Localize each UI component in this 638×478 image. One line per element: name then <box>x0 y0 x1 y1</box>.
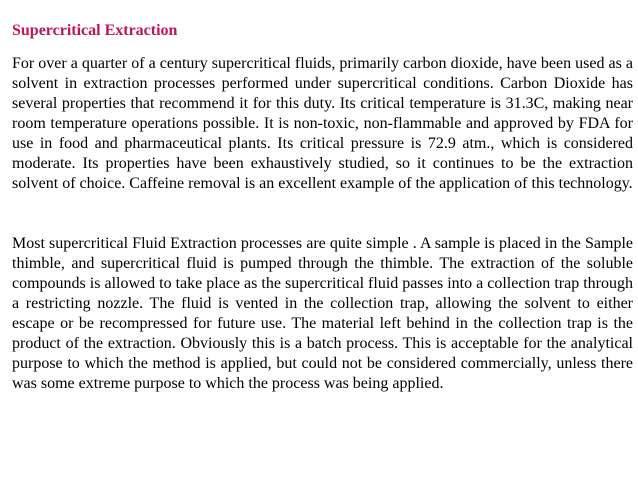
paragraph-intro: For over a quarter of a century supercritical fluids, primarily carbon dioxide, have been used as a solvent in extraction processes performed under supercritical conditions. Carbon Dioxide has several properties that recommend it for this duty. Its critical temperature is 31.3C, making near room temperature operations possible. It is non-toxic, non-flammable and approved by FDA for use in food and pharmaceutical plants. Its critical pressure is 72.9 atm., which is considered moderate. Its properties have been exhaustively studied, so it continues to be the extraction solvent of choice. Caffeine removal is an excellent example of the application of this technology. <box>12 55 633 192</box>
slide <box>12 0 634 478</box>
paragraph-process: Most supercritical Fluid Extraction processes are quite simple . A sample is placed in the Sample thimble, and supercritical fluid is pumped through the thimble. The extraction of the soluble compounds is allowed to take place as the supercritical fluid passes into a collection trap through a restricting nozzle. The fluid is vented in the collection trap, allowing the solvent to either escape or be recompressed for future use. The material left behind in the collection trap is the product of the extraction. Obviously this is a batch process. This is acceptable for the analytical purpose to which the method is applied, but could not be considered commercially, unless there was some extreme purpose to which the process was being applied. <box>12 235 633 392</box>
slide-title: Supercritical Extraction <box>12 22 178 39</box>
